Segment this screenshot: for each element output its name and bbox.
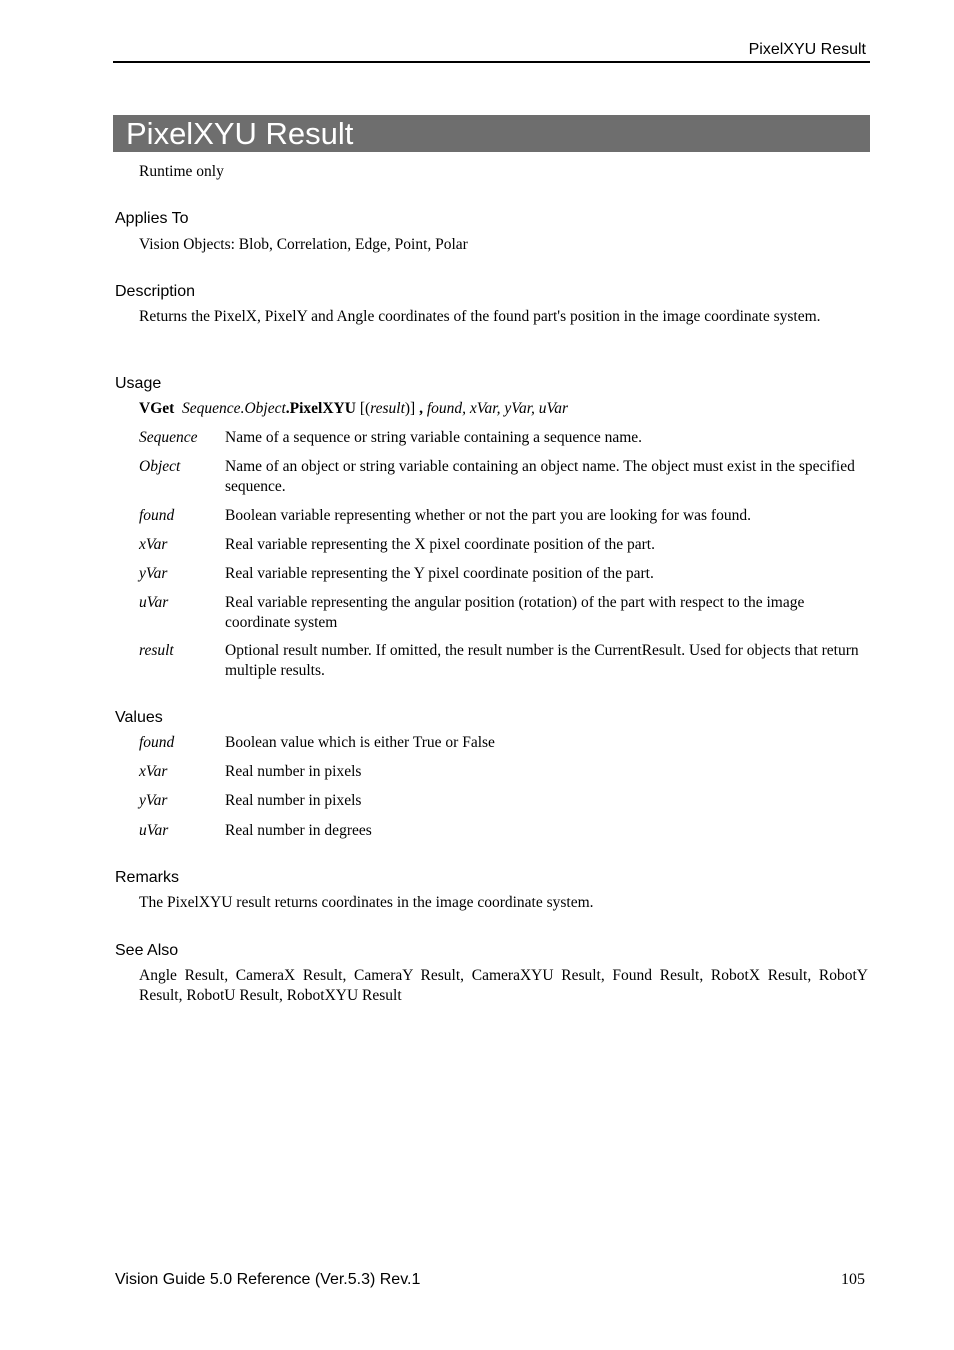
value-def: Real number in pixels — [225, 792, 362, 809]
value-term: uVar — [139, 822, 169, 839]
value-def: Real number in pixels — [225, 763, 362, 780]
param-term: Sequence — [139, 429, 198, 446]
param-term: uVar — [139, 594, 169, 611]
value-term: yVar — [139, 792, 168, 809]
syntax-property: .PixelXYU — [285, 400, 356, 417]
param-def: Name of a sequence or string variable containing a sequence name. — [225, 429, 643, 446]
values-heading: Values — [115, 709, 163, 726]
remarks-heading: Remarks — [115, 869, 180, 886]
applies-to-heading: Applies To — [115, 210, 189, 227]
param-term: yVar — [139, 565, 168, 582]
value-term: xVar — [139, 763, 168, 780]
see-also-heading: See Also — [115, 942, 179, 959]
param-def: Real variable representing the X pixel coordinate position of the part. — [225, 536, 655, 553]
param-def: Optional result number. If omitted, the result number is the CurrentResult. Used for objects that return multiple results. — [225, 642, 859, 679]
usage-heading: Usage — [115, 375, 162, 392]
footer-manual-title: Vision Guide 5.0 Reference (Ver.5.3) Rev.1 — [115, 1271, 421, 1288]
description-text: Returns the PixelX, PixelY and Angle coordinates of the found part's position in the image coordinate system. — [139, 308, 821, 325]
description-heading: Description — [115, 283, 196, 300]
param-def: Boolean variable representing whether or not the part you are looking for was found. — [225, 507, 751, 524]
see-also-text: Angle Result, CameraX Result, CameraY Result, CameraXYU Result, Found Result, RobotX Result, RobotY Result, RobotU Result, RobotXYU Result — [139, 967, 868, 1004]
param-term: xVar — [139, 536, 168, 553]
value-term: found — [139, 734, 175, 751]
param-def: Name of an object or string variable containing an object name. The object must exist in the specified sequence. — [225, 458, 855, 495]
syntax-command: VGet — [139, 400, 175, 417]
syntax-args: found, xVar, yVar, uVar — [422, 400, 569, 417]
remarks-text: The PixelXYU result returns coordinates in the image coordinate system. — [139, 894, 594, 911]
syntax-result-arg: result — [370, 400, 405, 417]
param-def: Real variable representing the Y pixel coordinate position of the part. — [225, 565, 654, 582]
param-term: result — [139, 642, 174, 659]
syntax-bracket-close: )] — [404, 400, 416, 417]
footer-page-number: 105 — [841, 1271, 865, 1288]
value-def: Boolean value which is either True or False — [225, 734, 495, 751]
value-def: Real number in degrees — [225, 822, 372, 839]
usage-syntax — [139, 399, 868, 419]
param-term: Object — [139, 458, 181, 475]
syntax-comma: , — [415, 400, 423, 417]
page-title: PixelXYU Result — [113, 115, 870, 152]
param-def: Real variable representing the angular position (rotation) of the part with respect to the image coordinate system — [225, 594, 805, 631]
param-term: found — [139, 507, 175, 524]
runtime-note: Runtime only — [139, 163, 224, 180]
syntax-bracket-open: [( — [355, 400, 371, 417]
syntax-seq-obj: Sequence.Object — [182, 400, 286, 417]
applies-to-text: Vision Objects: Blob, Correlation, Edge, Point, Polar — [139, 236, 468, 253]
header-rule — [113, 61, 870, 63]
running-header: PixelXYU Result — [748, 41, 866, 58]
